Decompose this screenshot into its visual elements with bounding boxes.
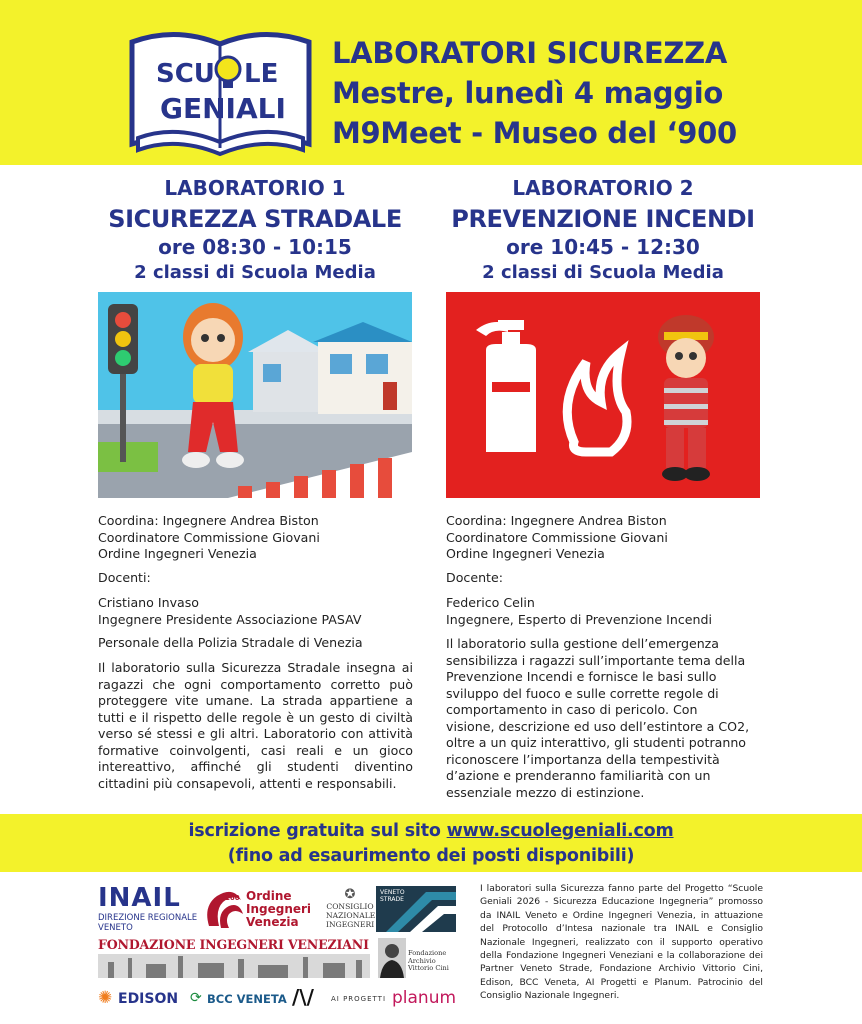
bcc-veneta-logo: BCC VENETA	[207, 992, 287, 1006]
lab2-time: ore 10:45 - 12:30	[506, 235, 700, 259]
lab2-teachers-label: Docente:	[446, 570, 503, 585]
ordine-line: Ordine	[246, 889, 292, 903]
venice-skyline-icon	[98, 954, 370, 978]
road-safety-illustration	[98, 292, 412, 498]
lab2-coordination	[446, 513, 766, 563]
cni-emblem-icon: ✪	[344, 887, 356, 902]
road-lines-icon	[376, 886, 456, 932]
fondazione-ingegneri-logo: FONDAZIONE INGEGNERI VENEZIANI	[98, 937, 369, 952]
cni-logo	[326, 888, 374, 929]
scuole-geniali-logo	[128, 22, 313, 160]
lab2-description	[446, 636, 786, 801]
lab1-coord-line: Coordinatore Commissione Giovani	[98, 529, 320, 545]
lab1-coord-line: Ordine Ingegneri Venezia	[98, 546, 257, 561]
cni-line: NAZIONALE	[326, 911, 376, 920]
lab2-label: LABORATORIO 2	[512, 176, 694, 200]
cini-portrait-icon	[378, 938, 406, 978]
fire-prevention-illustration	[446, 292, 760, 498]
lab2-desc-line: d’azione e prenderanno familiarità con un	[446, 768, 711, 783]
header-venue: M9Meet - Museo del ‘900	[332, 116, 737, 150]
cni-line: CONSIGLIO	[326, 902, 374, 911]
lab2-desc-line: Il laboratorio sulla gestione dell’emergenza	[446, 636, 720, 651]
lab2-desc-line: riconoscere l’importanza della tempestività	[446, 751, 720, 767]
logo-word-scu: SCU	[156, 59, 215, 89]
edison-logo: EDISON	[118, 991, 179, 1007]
registration-link[interactable]: www.scuolegeniali.com	[446, 821, 674, 841]
ordine-logo	[246, 890, 311, 929]
veneto-strade-line: STRADE	[380, 896, 404, 903]
ordine-number: 160	[225, 894, 240, 902]
lab1-coordination	[98, 513, 418, 563]
lab2-name: PREVENZIONE INCENDI	[451, 205, 755, 233]
inail-logo: INAIL	[98, 883, 181, 913]
veneto-strade-logo	[376, 886, 456, 932]
lab1-teacher	[98, 595, 418, 628]
cini-logo	[408, 950, 449, 973]
bcc-icon: ⟳	[190, 990, 202, 1006]
project-disclaimer: I laboratori sulla Sicurezza fanno parte del Progetto “Scuole Geniali 2026 - Sicurezza Educazione Ingegneria” promosso da INAIL Veneto e Ordine Ingegneri Venezia, in attuazione del Protocollo d’Intesa nazionale tra INAIL e Consiglio Nazionale Ingegneri, realizzato con il supporto operativo della Fondazione Ingegneri Veneziani e la collaborazione dei Partner Veneto Strade, Fondazione Archivio Vittorio Cini, Edison, BCC Veneta, AI Progetti e Planum. Patrocinio del Consiglio Nazionale Ingegneri.	[480, 883, 763, 1002]
cini-line: Archivio	[408, 956, 436, 965]
planum-logo: planum	[392, 988, 457, 1008]
lab1-extra: Personale della Polizia Stradale di Venezia	[98, 635, 363, 650]
ai-progetti-mark-icon: /\/	[292, 985, 314, 1009]
lab2-audience: 2 classi di Scuola Media	[482, 262, 724, 283]
edison-icon: ✺	[98, 988, 113, 1008]
lab1-audience: 2 classi di Scuola Media	[134, 262, 376, 283]
lab2-desc-line: sensibilizza i ragazzi sull’importante tema della	[446, 652, 746, 668]
lab2-teacher-role: Ingegnere, Esperto di Prevenzione Incendi	[446, 611, 712, 627]
lab2-coord-line: Ordine Ingegneri Venezia	[446, 546, 605, 561]
lab2-desc-line: sviluppo del fuoco e sulle corrette regole di	[446, 685, 719, 701]
logo-word-le: LE	[244, 59, 279, 89]
lab2-desc-line: oltre a un quiz interattivo, gli studenti potranno	[446, 735, 747, 750]
lab1-time: ore 08:30 - 10:15	[158, 235, 352, 259]
lab2-desc-line: Prevenzione Incendi e fornisce le basi sullo	[446, 669, 717, 684]
lab2-desc-line: essenziale mezzo di estinzione.	[446, 784, 645, 800]
ai-progetti-logo: AI PROGETTI	[331, 995, 387, 1003]
cni-line: INGEGNERI	[326, 920, 375, 929]
registration-note: (fino ad esaurimento dei posti disponibili)	[227, 846, 635, 866]
lab2-coord-line: Coordinatore Commissione Giovani	[446, 529, 668, 545]
ordine-line: Ingegneri	[246, 902, 312, 916]
lab2-teacher-name: Federico Celin	[446, 595, 535, 610]
lab1-teachers-label: Docenti:	[98, 570, 151, 585]
lab1-coord-line: Coordina: Ingegnere Andrea Biston	[98, 513, 319, 528]
lab1-description: Il laboratorio sulla Sicurezza Stradale insegna ai ragazzi che ogni comportamento corretto può proteggere vite umane. La strada appartiene a tutti e il rispetto delle regole è un gesto di civiltà verso sé stessi e gli altri. Laboratorio con attività formative coinvolgenti, casi reali e un gioco intereattivo, affinché gli studenti diventino cittadini più consapevoli, attenti e responsabili.	[98, 660, 413, 791]
lab2-desc-line: visione, descrizione ed uso dell’estintore a CO2,	[446, 718, 750, 734]
lab1-teacher-name: Cristiano Invaso	[98, 595, 200, 610]
lab2-teacher	[446, 595, 766, 628]
registration-prefix: iscrizione gratuita sul sito	[188, 821, 447, 841]
inail-sub2: VENETO	[98, 923, 133, 933]
cini-line: Vittorio Cini	[408, 964, 449, 973]
lab2-desc-line: comportamento in caso di pericolo. Con	[446, 702, 698, 717]
ordine-line: Venezia	[246, 915, 299, 929]
header-date: Mestre, lunedì 4 maggio	[332, 76, 723, 110]
inail-sub1: DIREZIONE REGIONALE	[98, 913, 198, 923]
lab1-label: LABORATORIO 1	[164, 176, 346, 200]
ordine-ingegneri-mark-icon	[203, 886, 245, 932]
header-title: LABORATORI SICUREZZA	[332, 36, 728, 70]
logo-word-geniali: GENIALI	[160, 92, 286, 125]
cini-line: Fondazione	[408, 949, 447, 957]
lab1-teacher-role: Ingegnere Presidente Associazione PASAV	[98, 611, 362, 627]
lab2-coord-line: Coordina: Ingegnere Andrea Biston	[446, 513, 667, 528]
registration-line	[0, 820, 862, 842]
lab1-name: SICUREZZA STRADALE	[108, 205, 402, 233]
veneto-strade-line: VENETO	[380, 889, 405, 896]
